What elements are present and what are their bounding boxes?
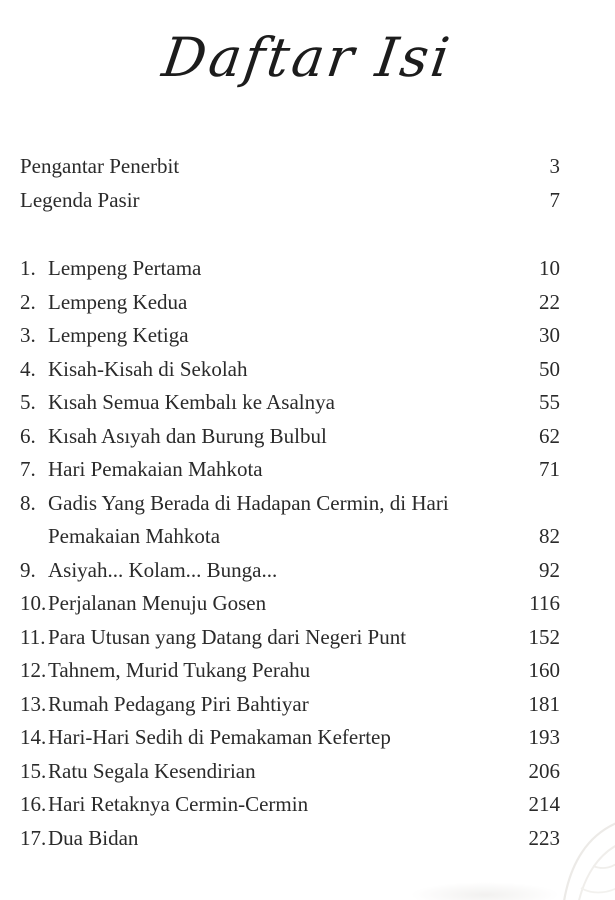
toc-chapter-title-line: Rumah Pedagang Piri Bahtiyar [48,691,309,716]
toc-chapter-row [20,453,560,487]
toc-entry-page-number: 152 [528,624,560,649]
toc-chapter-title [48,755,529,789]
toc-chapter-number: 14. [20,725,47,749]
toc-entry-page-number: 206 [528,758,560,783]
toc-chapter-row [20,688,560,722]
chapter-list [20,252,560,855]
toc-entry-label: Legenda Pasir [20,188,140,212]
toc-chapter-row [20,487,560,554]
toc-chapter-title [48,420,539,454]
toc-chapter-number: 8. [20,490,36,515]
toc-chapter-row [20,822,560,856]
toc-front-row [20,149,560,183]
toc-chapter-title-line: Kısah Asıyah dan Burung Bulbul [48,423,327,448]
toc-entry-label: Pengantar Penerbit [20,154,180,178]
toc-chapter-number: 12. [20,658,47,682]
toc-chapter-row [20,621,560,655]
toc-chapter-title [48,822,529,856]
toc-chapter-number: 2. [20,289,36,314]
toc-entry-page-number: 82 [539,524,560,548]
toc-entry-page-number: 3 [549,154,560,178]
title-wrap [0,26,615,89]
toc-chapter-title-line: Hari Retaknya Cermin-Cermin [48,792,309,816]
toc-chapter-number: 6. [20,423,36,448]
toc-chapter-title [48,286,539,320]
toc-chapter-number: 9. [20,557,36,582]
toc-chapter-number: 11. [20,624,46,649]
toc-chapter-row [20,286,560,320]
toc-chapter-number: 1. [20,256,36,280]
toc-chapter-row [20,420,560,454]
toc-chapter-number: 3. [20,323,36,347]
scan-smudge [410,882,560,900]
toc-front-row [20,183,560,217]
toc-chapter-title [48,554,539,588]
front-matter-list [20,149,560,217]
toc-chapter-title-line: Hari-Hari Sedih di Pemakaman Kefertep [48,725,391,749]
toc-chapter-title [48,654,529,688]
toc-chapter-title [48,788,529,822]
toc-chapter-row [20,319,560,353]
toc-chapter-row [20,554,560,588]
toc-entry-page-number: 181 [528,691,560,716]
table-of-contents [0,149,615,855]
toc-chapter-number: 7. [20,457,36,481]
toc-entry-page-number: 160 [528,658,560,682]
toc-entry-page-number: 10 [539,256,560,280]
toc-chapter-number: 17. [20,825,47,850]
toc-entry-page-number: 7 [549,188,560,212]
toc-entry-page-number: 214 [528,792,560,816]
toc-chapter-row [20,386,560,420]
toc-chapter-title-line: Tahnem, Murid Tukang Perahu [48,658,311,682]
toc-entry-page-number: 55 [539,390,560,414]
toc-chapter-row [20,654,560,688]
toc-chapter-row [20,755,560,789]
toc-chapter-title-line: Lempeng Kedua [48,289,188,314]
toc-chapter-title-line: Lempeng Pertama [48,256,202,280]
toc-chapter-title [48,319,539,353]
toc-entry-page-number: 30 [539,323,560,347]
toc-chapter-number: 13. [20,691,47,716]
toc-entry-page-number: 50 [539,356,560,381]
toc-entry-page-number: 22 [539,289,560,314]
toc-chapter-title-line: Kisah-Kisah di Sekolah [48,356,248,381]
toc-chapter-row [20,252,560,286]
toc-chapter-title-line: Pemakaian Mahkota [48,524,221,548]
toc-chapter-number: 5. [20,390,36,414]
toc-chapter-row [20,721,560,755]
toc-chapter-number: 4. [20,356,36,381]
toc-chapter-title [48,587,529,621]
toc-chapter-title-line: Ratu Segala Kesendirian [48,758,256,783]
toc-chapter-title-line: Hari Pemakaian Mahkota [48,457,263,481]
toc-chapter-number: 10. [20,591,47,615]
toc-entry-page-number: 193 [528,725,560,749]
toc-entry-page-number: 71 [539,457,560,481]
toc-chapter-title-line: Gadis Yang Berada di Hadapan Cermin, di Hari [48,490,449,515]
toc-chapter-title-line: Dua Bidan [48,825,139,850]
toc-chapter-title-line: Asiyah... Kolam... Bunga... [48,557,278,582]
toc-entry-page-number: 116 [529,591,560,615]
toc-entry-page-number: 92 [539,557,560,582]
page-title: Daftar Isi [158,26,457,89]
toc-chapter-title-line: Lempeng Ketiga [48,323,189,347]
toc-chapter-number: 16. [20,792,47,816]
toc-entry-page-number: 62 [539,423,560,448]
toc-chapter-row [20,788,560,822]
toc-chapter-title [48,621,529,655]
toc-chapter-row [20,587,560,621]
toc-chapter-title [48,721,529,755]
toc-chapter-title [48,353,539,387]
toc-chapter-title-line: Para Utusan yang Datang dari Negeri Punt [48,624,407,649]
toc-chapter-title [48,252,539,286]
toc-chapter-number: 15. [20,758,47,783]
toc-chapter-title [48,487,539,554]
toc-chapter-title-line: Kısah Semua Kembalı ke Asalnya [48,390,335,414]
toc-chapter-title [48,688,529,722]
toc-chapter-title-line: Perjalanan Menuju Gosen [48,591,267,615]
toc-entry-page-number: 223 [528,825,560,850]
toc-chapter-row [20,353,560,387]
toc-chapter-title [48,453,539,487]
toc-chapter-title [48,386,539,420]
